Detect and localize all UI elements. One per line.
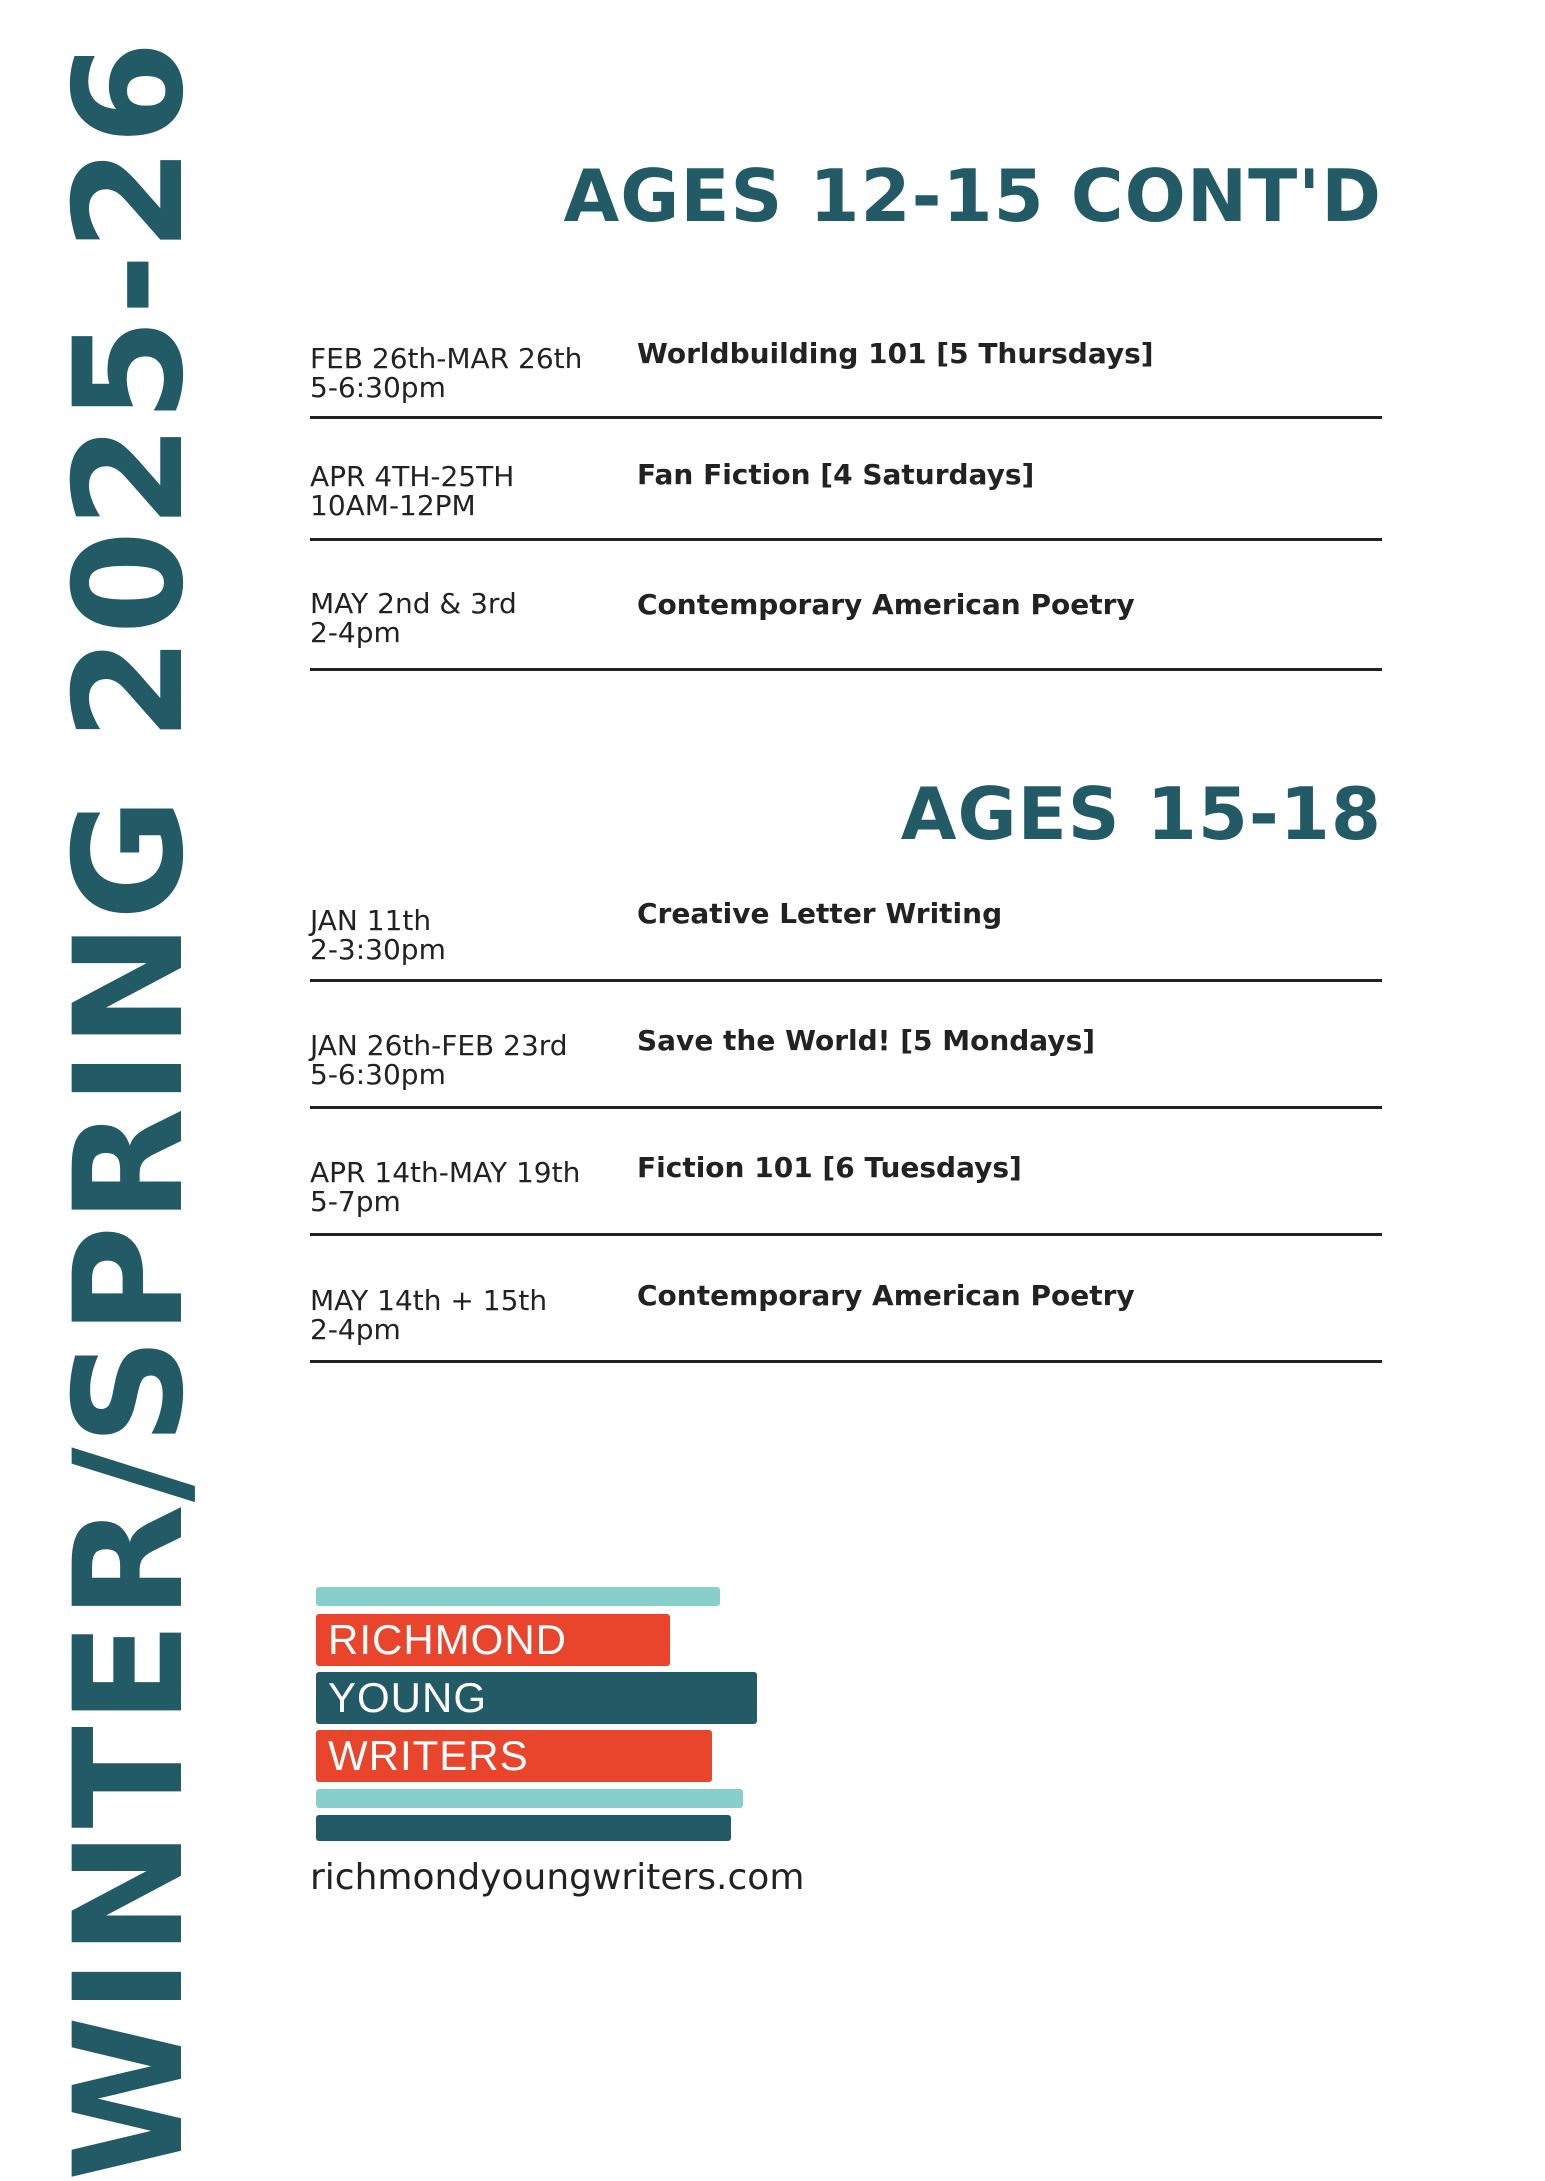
class-when [310,344,582,402]
logo-book-bar [316,1789,743,1808]
class-when [310,1286,547,1344]
logo-word-writers: WRITERS [328,1732,529,1779]
vertical-season-title: WINTER/SPRING 2025-26 [43,38,217,2181]
class-title: Fan Fiction [4 Saturdays] [637,458,1035,491]
logo-book-bar [316,1730,712,1782]
class-time: 2-3:30pm [310,933,446,966]
logo-book-bar [316,1672,757,1724]
class-title: Contemporary American Poetry [637,1279,1135,1312]
class-dates: APR 14th-MAY 19th [310,1156,581,1189]
class-title: Contemporary American Poetry [637,588,1135,621]
class-title: Fiction 101 [6 Tuesdays] [637,1151,1022,1184]
class-row [310,1236,1382,1363]
schedule-ages-15-18 [310,880,1382,1363]
logo-word-richmond: RICHMOND [328,1616,567,1663]
class-dates: JAN 26th-FEB 23rd [310,1029,568,1062]
logo-word-young: YOUNG [328,1674,488,1721]
class-dates: APR 4TH-25TH [310,460,515,493]
class-title: Save the World! [5 Mondays] [637,1024,1096,1057]
class-dates: JAN 11th [310,904,432,937]
class-when [310,462,514,520]
class-row [310,1109,1382,1236]
class-time: 2-4pm [310,616,401,649]
class-dates: MAY 2nd & 3rd [310,587,517,620]
class-time: 5-6:30pm [310,1058,446,1091]
class-row [310,541,1382,671]
class-title: Worldbuilding 101 [5 Thursdays] [637,337,1154,370]
class-time: 10AM-12PM [310,489,476,522]
class-row [310,880,1382,982]
website-url[interactable]: richmondyoungwriters.com [310,1857,805,1898]
section-heading-ages-15-18: AGES 15-18 [900,772,1382,856]
class-row [310,982,1382,1109]
class-title: Creative Letter Writing [637,897,1003,930]
logo-book-bar [316,1815,731,1841]
class-dates: MAY 14th + 15th [310,1284,548,1317]
class-time: 5-6:30pm [310,371,446,404]
class-when [310,906,446,964]
class-when [310,1031,568,1089]
class-time: 2-4pm [310,1313,401,1346]
schedule-ages-12-15 [310,330,1382,671]
class-when [310,589,517,647]
class-row [310,330,1382,419]
class-dates: FEB 26th-MAR 26th [310,342,583,375]
logo-book-bar [316,1614,670,1666]
class-time: 5-7pm [310,1185,401,1218]
class-when [310,1158,580,1216]
class-row [310,419,1382,541]
section-heading-ages-12-15: AGES 12-15 CONT'D [563,154,1382,238]
logo-book-bar [316,1587,720,1606]
